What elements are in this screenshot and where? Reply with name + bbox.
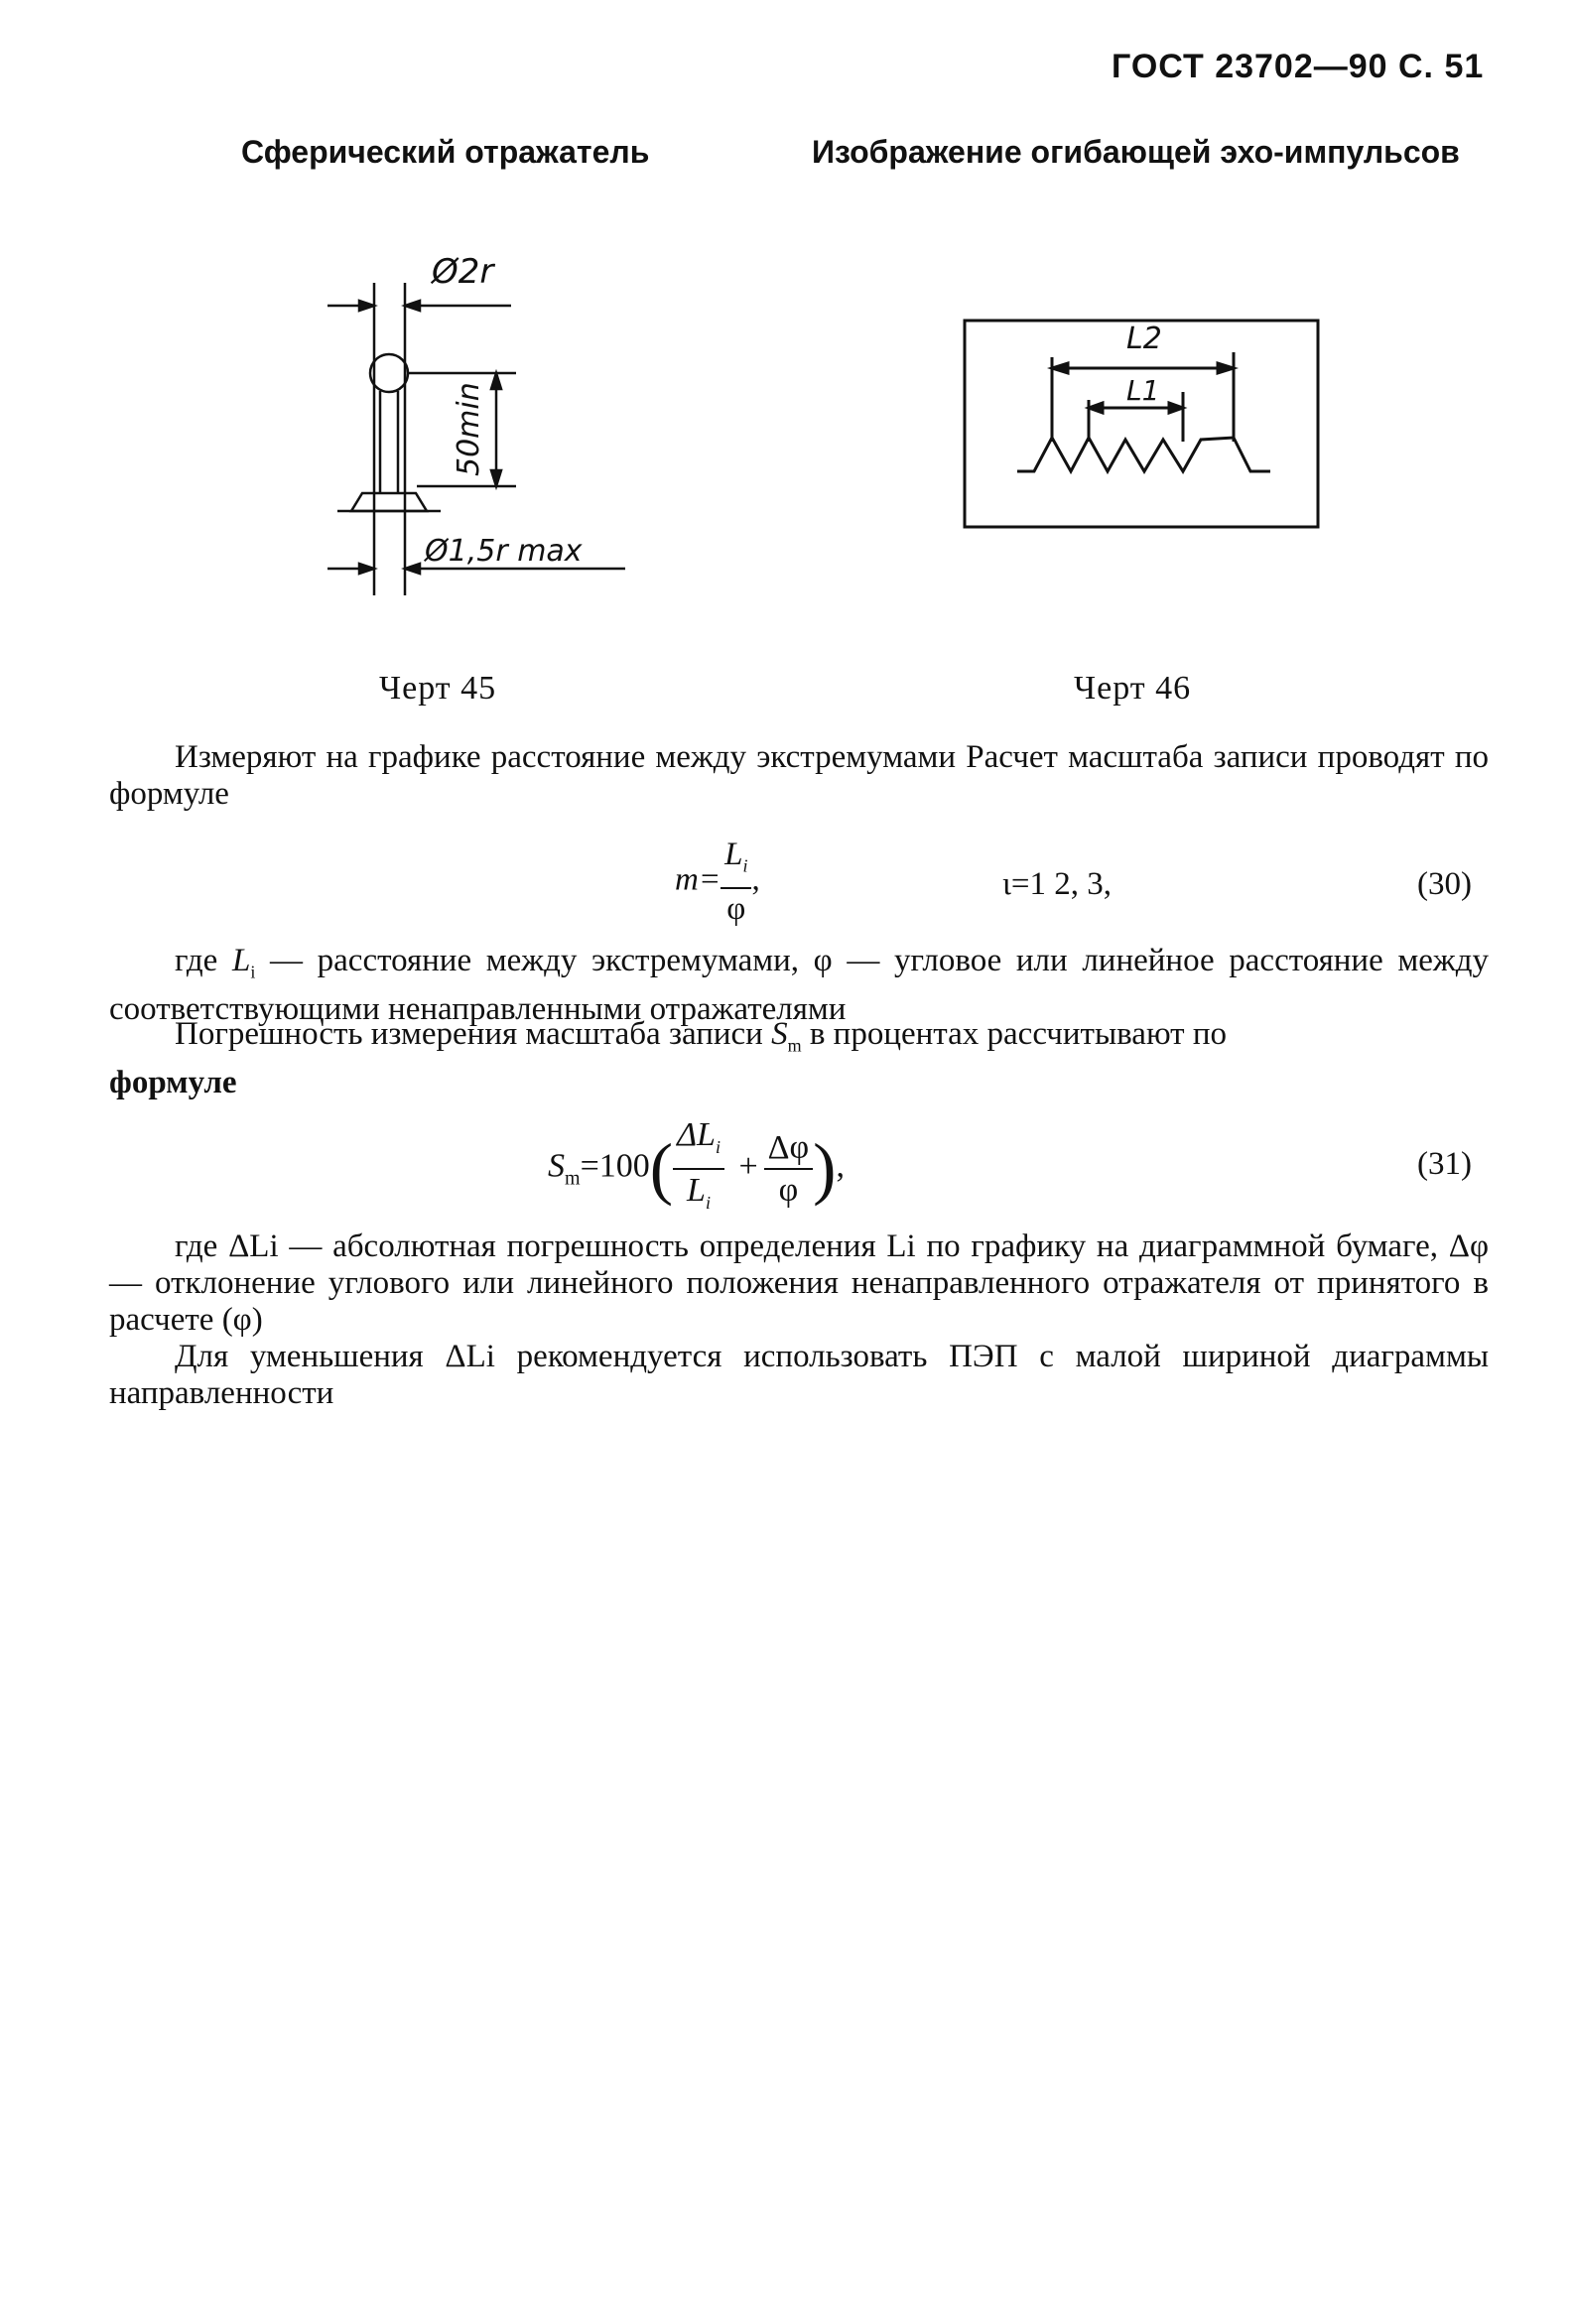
fig45-arrow-up [491,373,501,389]
fig45-arrow-bottom-right [405,564,420,574]
p3-symbol: S [771,1016,788,1052]
formula-31-eq: =100 [580,1147,650,1185]
formula-30-tail: , [751,861,760,898]
formula-31-lhs-sub: m [565,1167,581,1190]
formula-31-f2-num: Δφ [764,1129,814,1170]
p2-symbol: L [231,943,251,978]
fig45-arrow-top-right [405,301,420,311]
fig46-title: Изображение огибающей эхо-импульсов [812,134,1460,170]
fig45-caption: Черт 45 [379,670,497,707]
fig45-label-length: 50min [452,382,486,476]
formula-30-numerator-sub: i [742,855,748,876]
formula-31-lparen: ( [649,1130,674,1208]
formula-31-f1-den-sub: i [705,1192,711,1213]
formula-31-frac2 [764,1129,814,1209]
formula-31-lhs: S [548,1147,565,1185]
p3-rest: в процентах рассчитывают по [801,1016,1227,1052]
p3-start: Погрешность измерения масштаба записи [175,1016,772,1052]
formula-30-fraction [721,837,751,928]
formula-31-frac1 [673,1116,724,1222]
formula-31-rparen: ) [813,1130,837,1208]
paragraph-measure: Измеряют на графике расстояние между экстремумами Расчет масштаба записи проводят по формуле [109,739,1489,812]
fig46-l1-arrow-right [1169,403,1183,413]
fig45-arrow-down [491,470,501,486]
p2-symbol-sub: i [250,962,256,982]
formula-30 [675,837,760,928]
fig45-base [351,493,427,511]
formula-31-plus: + [738,1147,758,1185]
formula-31-f1-num-sub: i [715,1136,721,1157]
fig46-l2-arrow-right [1218,363,1234,373]
formula-30-condition: ι=1 2, 3, [1002,866,1112,902]
paragraph-recommendation: Для уменьшения ΔLi рекомендуется использовать ПЭП с малой шириной диаграммы направленности [109,1339,1489,1411]
formula-31-f1-num: ΔL [677,1116,716,1153]
formula-31-number: (31) [1417,1146,1472,1182]
formula-31-tail: , [836,1147,845,1185]
formula-30-numerator: L [724,837,743,872]
formula-31-f2-den: φ [778,1171,799,1209]
formula-31 [548,1116,845,1222]
fig46-caption: Черт 46 [1074,670,1192,707]
paragraph-where-delta: где ΔLi — абсолютная погрешность определения Li по графику на диаграммной бумаге, Δφ — отклонение углового или линейного положения ненаправленного отражателя от принятого в расчете (φ) [109,1228,1489,1338]
fig46-label-l2: L2 [1126,322,1162,356]
fig45-title: Сферический отражатель [241,134,650,170]
p2-rest: — расстояние между экстремумами, φ — угловое или линейное расстояние между соответствующими ненаправленными отражателями [109,943,1489,1027]
running-head: ГОСТ 23702—90 С. 51 [1112,48,1485,85]
formula-30-denominator: φ [726,890,746,927]
formula-31-f1-den: L [687,1171,706,1209]
fig46-l2-arrow-left [1052,363,1068,373]
fig45-label-diameter: Ø2r [432,252,494,292]
p3-symbol-sub: m [787,1035,802,1056]
p3-bold-word: формуле [109,1064,237,1100]
formula-30-number: (30) [1417,866,1472,902]
p2-start: где [175,943,232,978]
paragraph-error [109,1016,1489,1101]
fig46-l1-arrow-left [1089,403,1103,413]
fig45-arrow-bottom-left [359,564,374,574]
paragraph-where-li [109,943,1489,1028]
fig45-drawing [318,238,645,605]
fig46-drawing [953,313,1330,541]
fig46-label-l1: L1 [1126,374,1160,407]
fig45-sphere [370,354,408,392]
formula-30-lhs: m= [675,861,721,898]
fig45-arrow-top-left [359,301,374,311]
fig45-label-base: Ø1,5r max [425,534,583,569]
fig46-envelope [1017,438,1270,471]
